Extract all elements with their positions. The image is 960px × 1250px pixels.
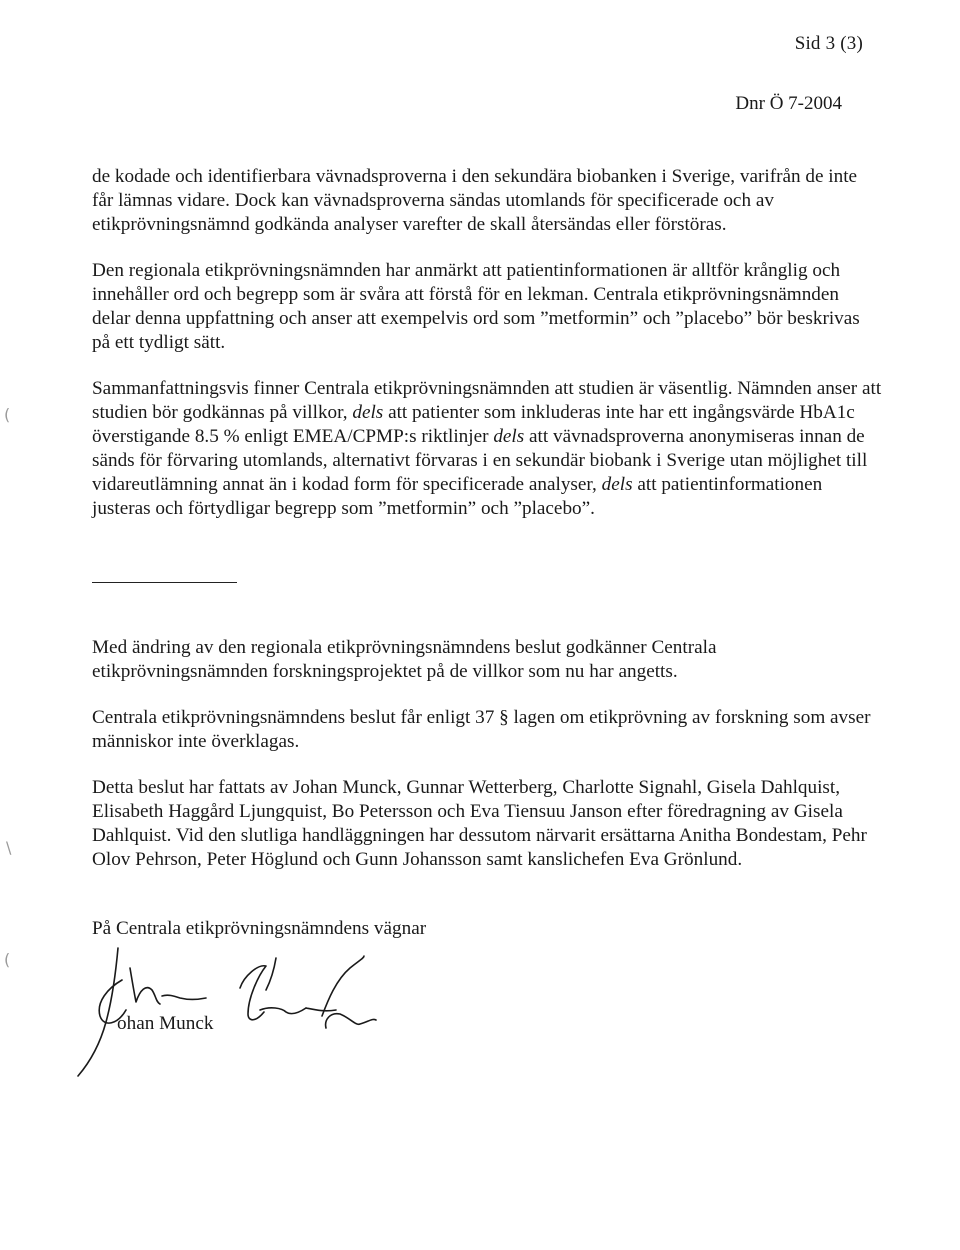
paragraph-biobank: de kodade och identifierbara vävnadsproverna i den sekundära biobanken i Sverige, varifrån de inte får lämnas vidare. Dock kan vävnadsproverna sändas utomlands för specificerade och av etikprövningsnämnd godkända analyser varefter de skall återsändas eller förstöras. bbox=[92, 166, 858, 235]
emphasis-dels: dels bbox=[601, 474, 633, 495]
section-divider bbox=[92, 582, 237, 583]
emphasis-dels: dels bbox=[493, 426, 525, 447]
paragraph-patient-information: Den regionala etikprövningsnämnden har anmärkt att patientinformationen är alltför krånglig och innehåller ord och begrepp som är svåra att förstå för en lekman. Centrala etikprövningsnämnden delar denna uppfattning och anser att exempelvis ord som ”metformin” och ”placebo” bör beskrivas på ett tydligt sätt. bbox=[92, 260, 860, 353]
paragraph-on-behalf: På Centrala etikprövningsnämndens vägnar bbox=[92, 918, 427, 939]
margin-mark: \ bbox=[6, 838, 12, 857]
margin-mark: ( bbox=[4, 950, 11, 969]
signer-name: ohan Munck bbox=[117, 1013, 214, 1034]
paragraph-summary bbox=[92, 377, 882, 521]
page-number: Sid 3 (3) bbox=[794, 33, 863, 54]
margin-mark: ( bbox=[4, 405, 11, 424]
summary-text-b: att patienter som inkluderas inte har ett ingångsvärde HbA1c överstigande 8.5 % enligt EMEA/CPMP:s riktlinjer bbox=[92, 402, 855, 447]
case-number: Dnr Ö 7-2004 bbox=[735, 93, 842, 114]
summary-text-d: att patientinformationen justeras och förtydligar begrepp som ”metformin” och ”placebo”. bbox=[92, 474, 823, 519]
handwritten-signature bbox=[60, 940, 400, 1080]
paragraph-decision: Med ändring av den regionala etikprövningsnämndens beslut godkänner Centrala etikprövningsnämnden forskningsprojektet på de villkor som nu har angetts. bbox=[92, 637, 717, 682]
paragraph-appeal: Centrala etikprövningsnämndens beslut får enligt 37 § lagen om etikprövning av forskning som avser människor inte överklagas. bbox=[92, 707, 871, 752]
emphasis-dels: dels bbox=[352, 402, 384, 423]
paragraph-decision-makers: Detta beslut har fattats av Johan Munck, Gunnar Wetterberg, Charlotte Signahl, Gisela Dahlquist, Elisabeth Haggård Ljungquist, Bo Petersson och Eva Tiensuu Janson efter föredragning av Gisela Dahlquist. Vid den slutliga handläggningen har dessutom närvarit ersättarna Anitha Bondestam, Pehr Olov Pehrson, Peter Höglund och Gunn Johansson samt kanslichefen Eva Grönlund. bbox=[92, 777, 867, 870]
summary-text-a: Sammanfattningsvis finner Centrala etikprövningsnämnden att studien är väsentlig. Nämnden anser att studien bör godkännas på villkor, bbox=[92, 378, 882, 423]
summary-text-c: att vävnadsproverna anonymiseras innan de sänds för förvaring utomlands, alternativt förvaras i en sekundär biobank i Sverige utan möjlighet till vidareutlämning annat än i kodad form för specificerade analyser, bbox=[92, 426, 868, 495]
